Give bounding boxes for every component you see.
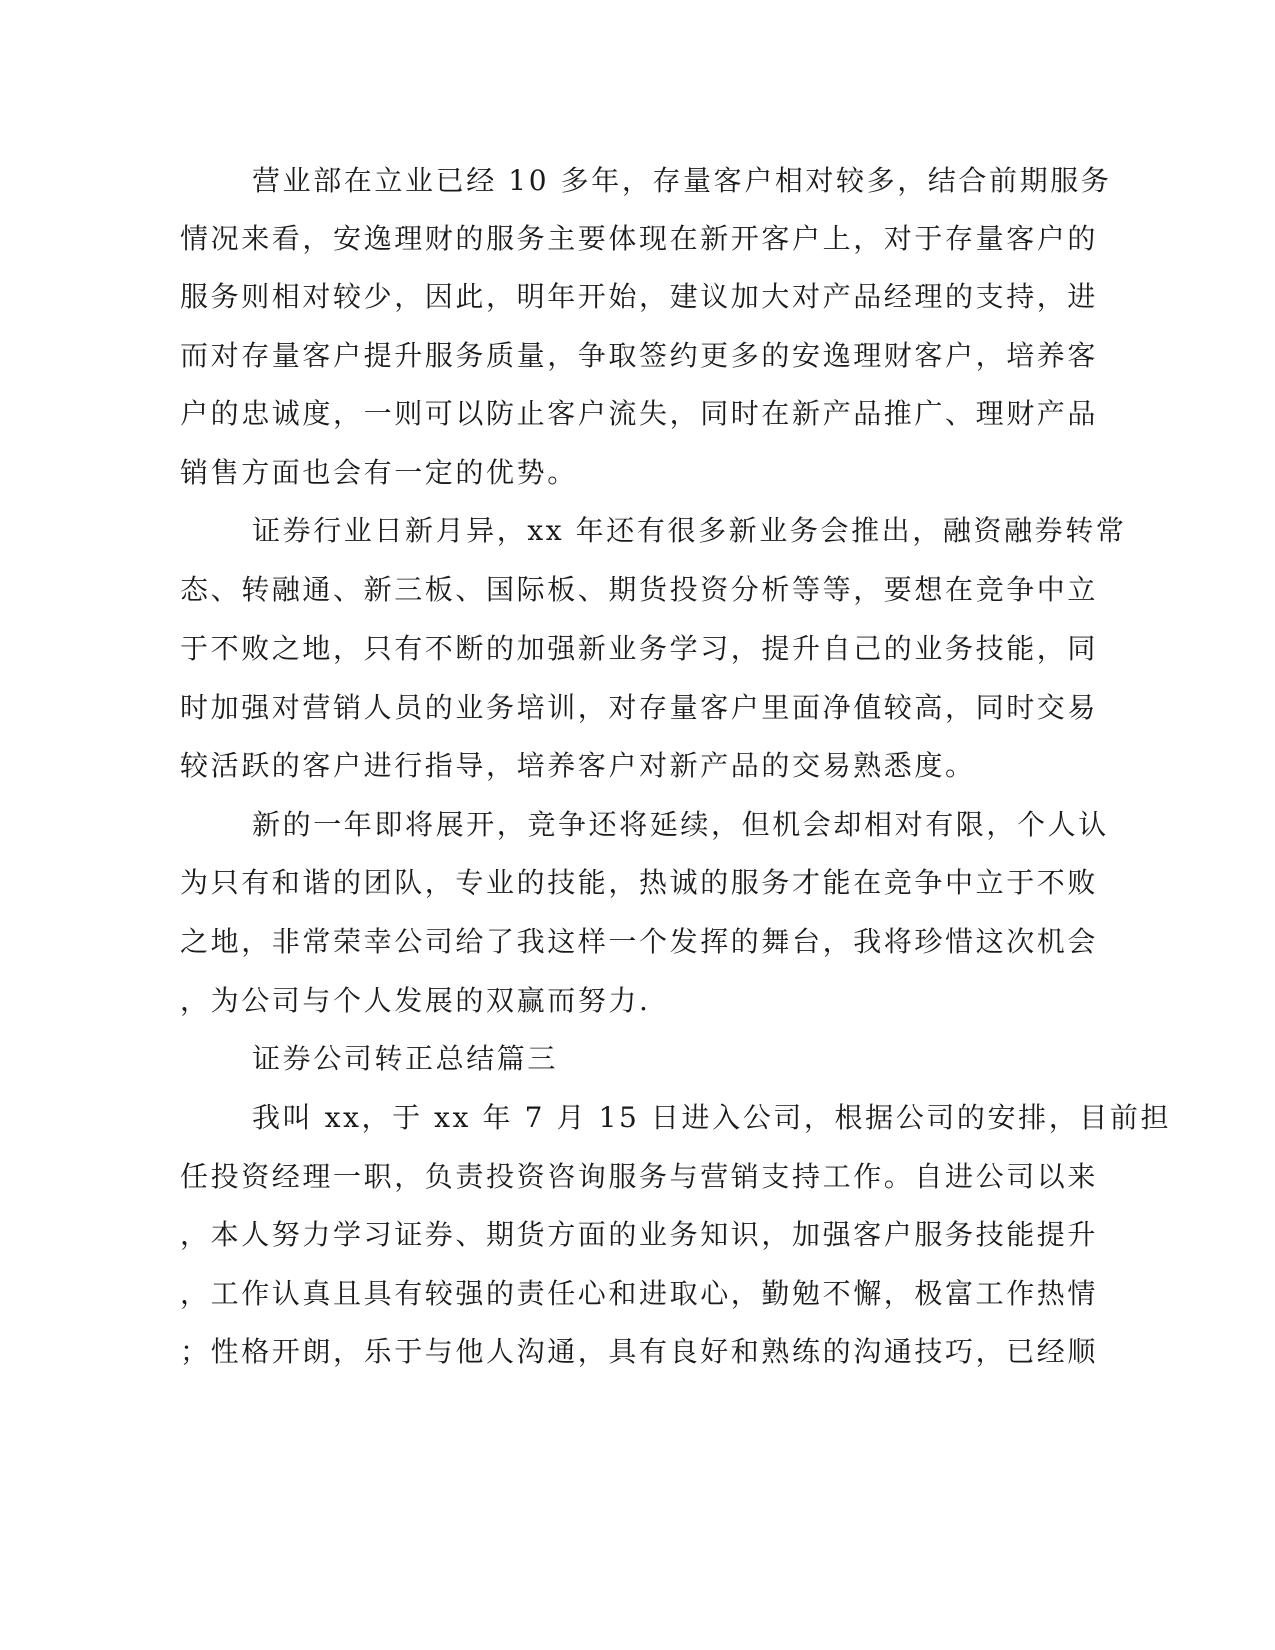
paragraph-4-line-3: ，本人努力学习证券、期货方面的业务知识，加强客户服务技能提升 — [180, 1218, 1099, 1251]
paragraph-1-line-2: 情况来看，安逸理财的服务主要体现在新开客户上，对于存量客户的 — [180, 222, 1099, 255]
paragraph-1-line-4: 而对存量客户提升服务质量，争取签约更多的安逸理财客户，培养客 — [180, 339, 1099, 372]
paragraph-1-line-3: 服务则相对较少，因此，明年开始，建议加大对产品经理的支持，进 — [180, 280, 1099, 313]
paragraph-3-line-3: 之地，非常荣幸公司给了我这样一个发挥的舞台，我将珍惜这次机会 — [180, 925, 1099, 958]
paragraph-4-line-2: 任投资经理一职，负责投资咨询服务与营销支持工作。自进公司以来 — [180, 1160, 1099, 1193]
paragraph-3-line-2: 为只有和谐的团队，专业的技能，热诚的服务才能在竞争中立于不败 — [180, 866, 1099, 899]
paragraph-2-line-3: 于不败之地，只有不断的加强新业务学习，提升自己的业务技能，同 — [180, 632, 1099, 665]
paragraph-4-line-5: ；性格开朗，乐于与他人沟通，具有良好和熟练的沟通技巧，已经顺 — [180, 1335, 1099, 1368]
paragraph-3-line-1: 新的一年即将展开，竞争还将延续，但机会却相对有限，个人认 — [252, 808, 1109, 841]
paragraph-2-line-1: 证券行业日新月异，xx 年还有很多新业务会推出，融资融券转常 — [252, 514, 1127, 547]
paragraph-2-line-2: 态、转融通、新三板、国际板、期货投资分析等等，要想在竞争中立 — [180, 573, 1099, 606]
paragraph-1-line-5: 户的忠诚度，一则可以防止客户流失，同时在新产品推广、理财产品 — [180, 397, 1099, 430]
paragraph-3-line-4: ，为公司与个人发展的双赢而努力. — [180, 984, 651, 1017]
paragraph-1-line-6: 销售方面也会有一定的优势。 — [180, 456, 578, 489]
paragraph-1-line-1: 营业部在立业已经 10 多年，存量客户相对较多，结合前期服务 — [252, 164, 1112, 197]
paragraph-2-line-4: 时加强对营销人员的业务培训，对存量客户里面净值较高，同时交易 — [180, 691, 1099, 724]
section-heading: 证券公司转正总结篇三 — [252, 1042, 559, 1075]
paragraph-2-line-5: 较活跃的客户进行指导，培养客户对新产品的交易熟悉度。 — [180, 749, 976, 782]
paragraph-4-line-4: ，工作认真且具有较强的责任心和进取心，勤勉不懈，极富工作热情 — [180, 1277, 1099, 1310]
paragraph-4-line-1: 我叫 xx，于 xx 年 7 月 15 日进入公司，根据公司的安排，目前担 — [252, 1101, 1172, 1134]
